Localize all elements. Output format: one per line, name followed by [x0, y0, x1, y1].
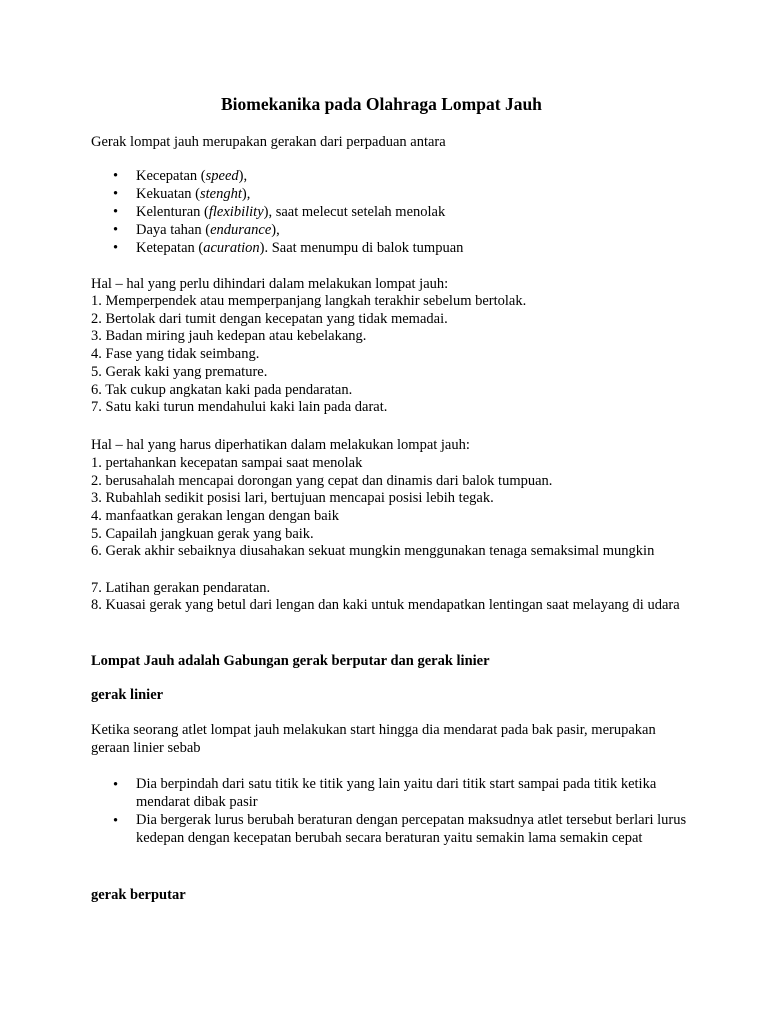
- list-item: Dia bergerak lurus berubah beraturan dengan percepatan maksudnya atlet tersebut berlari lurus kedepan dengan kecepatan berubah secara beraturan yaitu semakin lama semakin cepat: [136, 812, 687, 846]
- list-item: 6. Tak cukup angkatan kaki pada pendaratan.: [91, 381, 353, 398]
- component-text: Daya tahan (endurance),: [136, 222, 280, 238]
- list-item: 5. Capailah jangkuan gerak yang baik.: [91, 526, 314, 542]
- attention-heading: Hal – hal yang harus diperhatikan dalam melakukan lompat jauh:: [91, 437, 470, 453]
- intro-text: Gerak lompat jauh merupakan gerakan dari perpaduan antara: [91, 134, 446, 150]
- section-heading: Lompat Jauh adalah Gabungan gerak berputar dan gerak linier: [91, 653, 490, 669]
- bullet-icon: •: [113, 168, 119, 184]
- bullet-icon: •: [113, 186, 119, 202]
- list-item: 5. Gerak kaki yang premature.: [91, 363, 268, 380]
- component-text: Ketepatan (acuration). Saat menumpu di balok tumpuan: [136, 240, 464, 256]
- component-text: Kelenturan (flexibility), saat melecut setelah menolak: [136, 204, 446, 220]
- list-item: 3. Badan miring jauh kedepan atau kebelakang.: [91, 328, 367, 345]
- list-item: 3. Rubahlah sedikit posisi lari, bertujuan mencapai posisi lebih tegak.: [91, 490, 494, 506]
- component-text: Kecepatan (speed),: [136, 168, 248, 184]
- list-item: 4. Fase yang tidak seimbang.: [91, 346, 260, 363]
- page-title: Biomekanika pada Olahraga Lompat Jauh: [221, 94, 542, 114]
- bullet-icon: •: [113, 813, 119, 829]
- avoid-heading: Hal – hal yang perlu dihindari dalam melakukan lompat jauh:: [91, 276, 449, 292]
- list-item: Dia berpindah dari satu titik ke titik yang lain yaitu dari titik start sampai pada titik ketika mendarat dibak pasir: [136, 776, 657, 810]
- list-item: 1. Memperpendek atau memperpanjang langkah terakhir sebelum bertolak.: [91, 293, 527, 309]
- list-item: 2. Bertolak dari tumit dengan kecepatan yang tidak memadai.: [91, 310, 448, 327]
- avoid-list: [91, 293, 526, 417]
- list-item: 1. pertahankan kecepatan sampai saat menolak: [91, 455, 363, 471]
- linear-heading: gerak linier: [91, 687, 164, 703]
- bullet-icon: •: [113, 222, 119, 238]
- list-item: 7. Latihan gerakan pendaratan.: [91, 580, 271, 596]
- list-item: 4. manfaatkan gerakan lengan dengan baik: [91, 508, 340, 524]
- linear-paragraph: Ketika seorang atlet lompat jauh melakukan start hingga dia mendarat pada bak pasir, merupakan geraan linier sebab: [91, 722, 656, 756]
- bullet-icon: •: [113, 204, 119, 220]
- rotational-heading: gerak berputar: [91, 887, 186, 903]
- bullet-icon: •: [113, 240, 119, 256]
- list-item: 7. Satu kaki turun mendahului kaki lain pada darat.: [91, 399, 388, 416]
- component-text: Kekuatan (stenght),: [136, 186, 251, 202]
- list-item: 8. Kuasai gerak yang betul dari lengan dan kaki untuk mendapatkan lentingan saat melayang di udara: [91, 597, 680, 613]
- list-item: 6. Gerak akhir sebaiknya diusahakan sekuat mungkin menggunakan tenaga semaksimal mungkin: [91, 543, 655, 559]
- bullet-icon: •: [113, 777, 119, 793]
- list-item: 2. berusahalah mencapai dorongan yang cepat dan dinamis dari balok tumpuan.: [91, 473, 553, 489]
